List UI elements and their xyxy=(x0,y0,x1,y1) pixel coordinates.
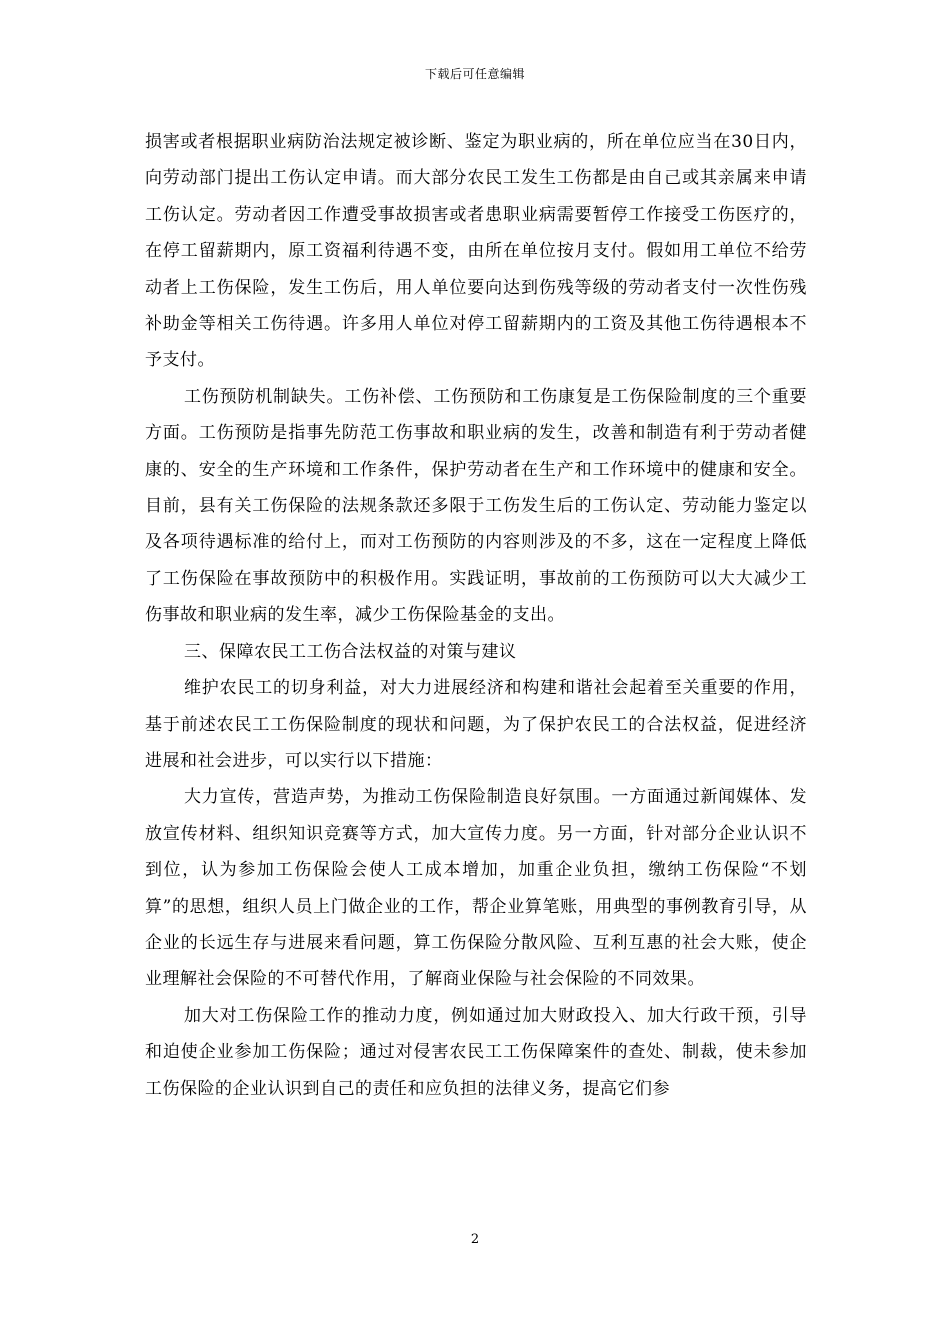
page-number: 2 xyxy=(470,1232,480,1247)
paragraph: 工伤预防机制缺失。工伤补偿、工伤预防和工伤康复是工伤保险制度的三个重要方面。工伤预防是指事先防范工伤事故和职业病的发生，改善和制造有利于劳动者健康的、安全的生产环境和工作条件，保护劳动者在生产和工作环境中的健康和安全。目前，县有关工伤保险的法规条款还多限于工伤发生后的工伤认定、劳动能力鉴定以及各项待遇标准的给付上，而对工伤预防的内容则涉及的不多，这在一定程度上降低了工伤保险在事故预防中的积极作用。实践证明，事故前的工伤预防可以大大减少工伤事故和职业病的发生率，减少工伤保险基金的支出。 xyxy=(145,386,807,626)
section-heading: 三、保障农民工工伤合法权益的对策与建议 xyxy=(184,641,517,662)
paragraph: 加大对工伤保险工作的推动力度，例如通过加大财政投入、加大行政干预，引导和迫使企业参加工伤保险；通过对侵害农民工工伤保障案件的查处、制裁，使未参加工伤保险的企业认识到自己的责任和应负担的法律义务，提高它们参 xyxy=(145,1005,807,1099)
page-header: 下载后可任意编辑 xyxy=(424,67,525,81)
paragraph: 维护农民工的切身利益，对大力进展经济和构建和谐社会起着至关重要的作用，基于前述农民工工伤保险制度的现状和问题，为了保护农民工的合法权益，促进经济进展和社会进步，可以实行以下措施： xyxy=(145,678,807,771)
body-text xyxy=(145,124,807,1107)
paragraph: 大力宣传，营造声势，为推动工伤保险制造良好氛围。一方面通过新闻媒体、发放宣传材料、组织知识竞赛等方式，加大宣传力度。另一方面，针对部分企业认识不到位，认为参加工伤保险会使人工成本增加，加重企业负担，缴纳工伤保险“不划算”的思想，组织人员上门做企业的工作，帮企业算笔账，用典型的事例教育引导，从企业的长远生存与进展来看问题，算工伤保险分散风险、互利互惠的社会大账，使企业理解社会保险的不可替代作用，了解商业保险与社会保险的不同效果。 xyxy=(145,787,807,990)
paragraph: 损害或者根据职业病防治法规定被诊断、鉴定为职业病的，所在单位应当在30日内，向劳动部门提出工伤认定申请。而大部分农民工发生工伤都是由自己或其亲属来申请工伤认定。劳动者因工作遭受事故损害或者患职业病需要暂停工作接受工伤医疗的，在停工留薪期内，原工资福利待遇不变，由所在单位按月支付。假如用工单位不给劳动者上工伤保险，发生工伤后，用人单位要向达到伤残等级的劳动者支付一次性伤残补助金等相关工伤待遇。许多用人单位对停工留薪期内的工资及其他工伤待遇根本不予支付。 xyxy=(145,132,807,371)
